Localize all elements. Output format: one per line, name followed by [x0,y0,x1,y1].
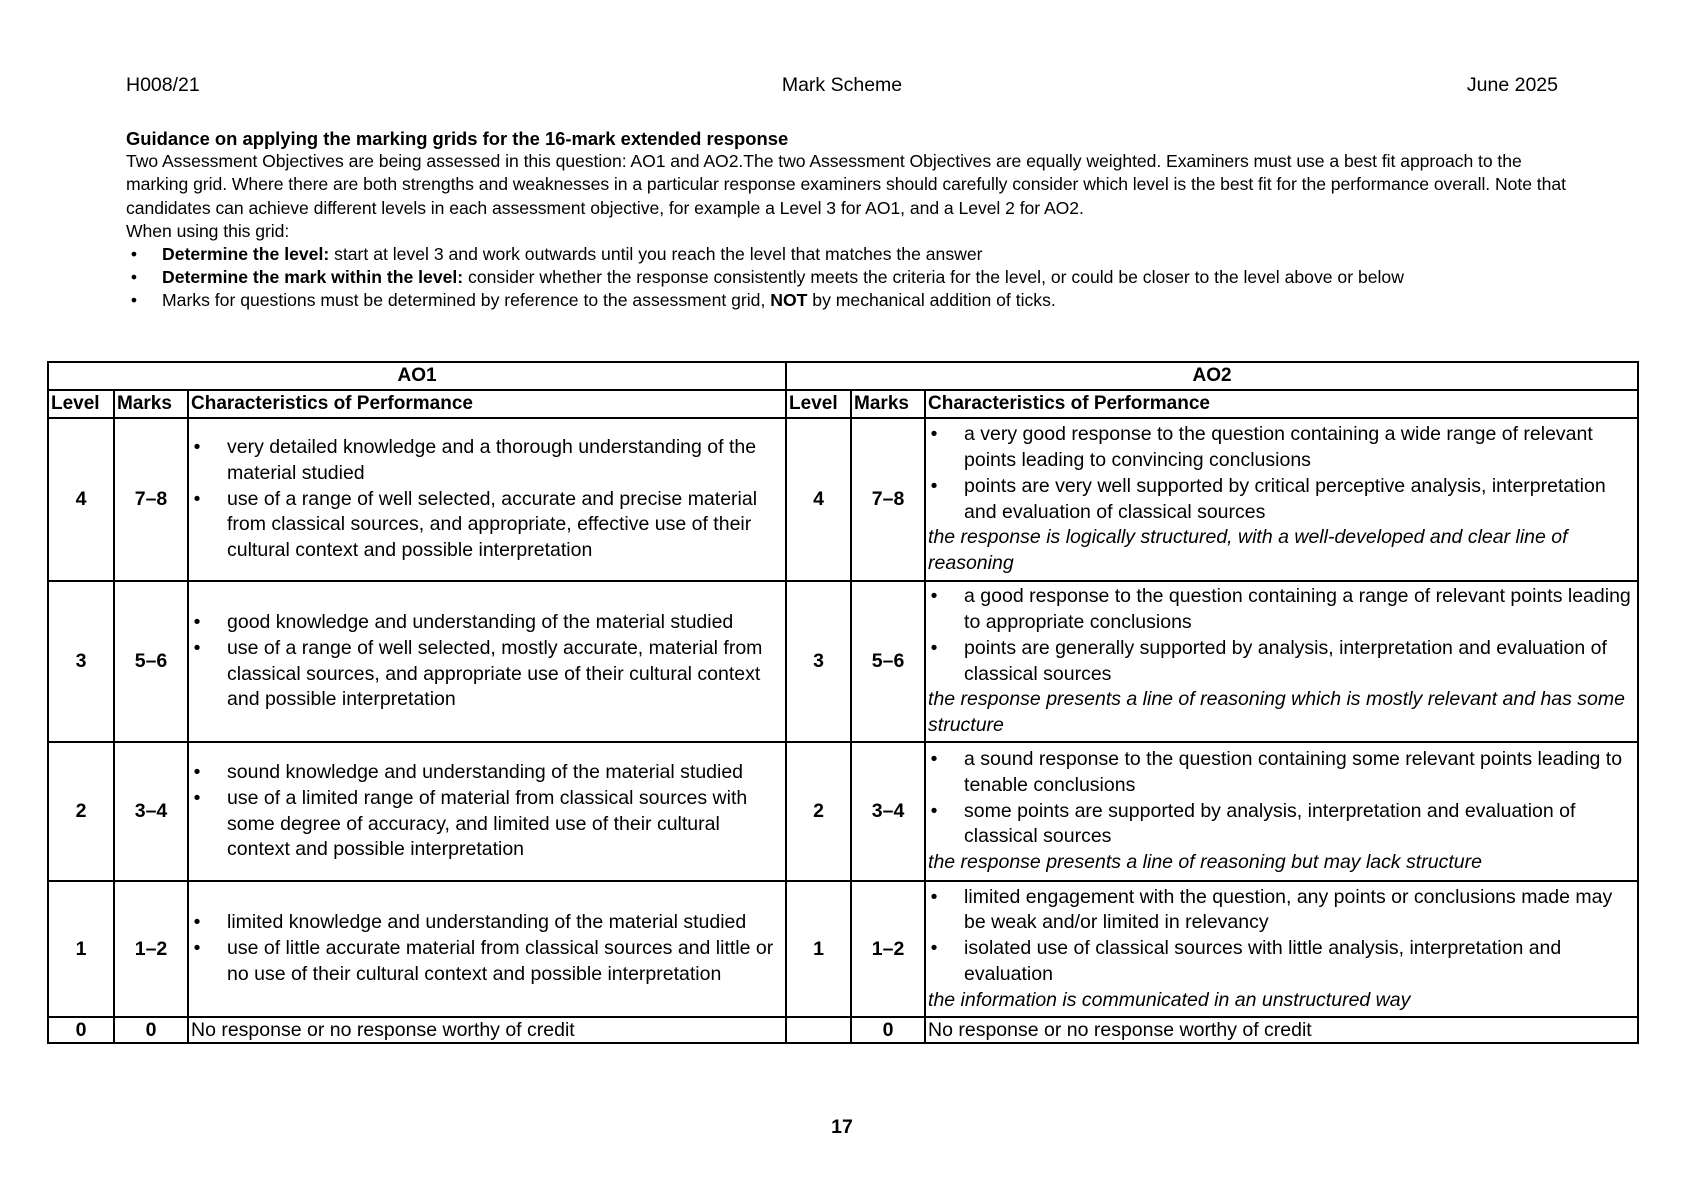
criteria-item [928,936,1635,987]
criteria-text: limited knowledge and understanding of the material studied [227,911,747,934]
criteria-text: a good response to the question containing a range of relevant points leading to appropriate conclusions [964,585,1631,634]
criteria-text: a very good response to the question containing a wide range of relevant points leading to convincing conclusions [964,423,1593,472]
ao2-zero-text: No response or no response worthy of credit [925,1017,1638,1043]
criteria-item [191,435,783,486]
ao1-characteristics-cell [188,742,786,881]
bullet-icon: • [130,290,138,311]
criteria-item [928,584,1635,635]
bullet-icon: • [930,799,938,822]
ao1-marks-cell: 5–6 [114,581,188,742]
bullet-bold-label: Determine the level: [162,244,330,265]
criteria-text: good knowledge and understanding of the material studied [227,611,734,634]
ao1-criteria-list [191,910,783,987]
grid-body [48,418,1638,1043]
ao1-level-cell: 1 [48,881,114,1017]
ao1-marks-cell: 7–8 [114,418,188,581]
criteria-text: use of a range of well selected, mostly accurate, material from classical sources, and appropriate use of their cultural context and possible interpretation [227,636,763,711]
criteria-text: points are very well supported by critical perceptive analysis, interpretation and evaluation of classical sources [964,474,1606,523]
bullet-icon: • [193,761,201,784]
column-header-row [48,390,1638,418]
ao1-level-header: Level [48,390,114,418]
ao2-level-cell [786,1017,851,1043]
criteria-item [928,799,1635,850]
bullet-text-tail: by mechanical addition of ticks. [807,290,1056,311]
page-number: 17 [831,1116,853,1138]
ao2-reasoning-note: the response is logically structured, with a well-developed and clear line of reasoning [928,526,1568,574]
criteria-item [191,487,783,564]
criteria-item [191,636,783,713]
ao2-criteria-list [928,422,1635,525]
ao2-characteristics-cell [925,881,1638,1017]
bullet-icon: • [130,267,138,288]
level-row [48,418,1638,581]
criteria-item [191,760,783,786]
bullet-icon: • [193,436,201,459]
ao2-reasoning-note: the information is communicated in an unstructured way [928,988,1411,1011]
ao2-characteristics-header: Characteristics of Performance [925,390,1638,418]
ao2-characteristics-cell [925,742,1638,881]
ao1-criteria-list [191,435,783,564]
ao1-header: AO1 [48,362,786,390]
bullet-icon: • [930,748,938,771]
ao1-marks-cell: 3–4 [114,742,188,881]
guidance-section [126,127,1566,313]
ao2-level-cell: 4 [786,418,851,581]
ao2-characteristics-cell [925,418,1638,581]
ao1-characteristics-header: Characteristics of Performance [188,390,786,418]
guidance-intro: When using this grid: [126,220,290,241]
bullet-icon: • [193,487,201,510]
ao1-criteria-list [191,760,783,863]
criteria-text: very detailed knowledge and a thorough understanding of the material studied [227,436,757,484]
ao1-level-cell: 3 [48,581,114,742]
bullet-emphasis: NOT [770,290,808,311]
guidance-bullet [126,243,1566,266]
ao2-marks-cell: 7–8 [851,418,925,581]
ao2-criteria-list [928,885,1635,988]
ao2-criteria-list [928,584,1635,687]
bullet-icon: • [193,911,201,934]
header-title: Mark Scheme [781,74,903,96]
ao-header-row [48,362,1638,390]
ao1-level-cell: 4 [48,418,114,581]
criteria-text: use of little accurate material from classical sources and little or no use of their cultural context and possible interpretation [227,937,774,985]
bullet-icon: • [930,423,938,446]
criteria-item [928,636,1635,687]
ao1-criteria-list [191,610,783,713]
ao2-header: AO2 [786,362,1638,390]
bullet-icon: • [193,611,201,634]
bullet-icon: • [130,244,138,265]
criteria-text: use of a range of well selected, accurate and precise material from classical sources, and appropriate, effective use of their cultural context and possible interpretation [227,487,758,562]
criteria-text: use of a limited range of material from classical sources with some degree of accuracy, and limited use of their cultural context and possible interpretation [227,786,748,861]
ao1-zero-text: No response or no response worthy of credit [188,1017,786,1043]
criteria-text: points are generally supported by analysis, interpretation and evaluation of classical sources [964,636,1607,685]
criteria-item [191,936,783,987]
criteria-text: a sound response to the question containing some relevant points leading to tenable conclusions [964,748,1623,796]
bullet-bold-label: Determine the mark within the level: [162,267,464,288]
guidance-paragraph: Two Assessment Objectives are being assessed in this question: AO1 and AO2.The two Assessment Objectives are equally weighted. Examiners must use a best fit approach to the marking grid. Where there are both strengths and weaknesses in a particular response examiners should carefully consider which level is the best fit for the performance overall. Note that candidates can achieve different levels in each assessment objective, for example a Level 3 for AO1, and a Level 2 for AO2. [126,151,1566,218]
ao2-level-header: Level [786,390,851,418]
bullet-text: consider whether the response consistently meets the criteria for the level, or could be closer to the level above or below [463,267,1404,288]
criteria-item [191,786,783,863]
ao2-marks-cell: 0 [851,1017,925,1043]
header-date: June 2025 [1466,74,1558,96]
bullet-icon: • [930,937,938,960]
bullet-icon: • [193,937,201,960]
ao2-level-cell: 2 [786,742,851,881]
ao2-reasoning-note: the response presents a line of reasoning which is mostly relevant and has some structure [928,688,1625,736]
ao1-marks-cell: 0 [114,1017,188,1043]
zero-level-row [48,1017,1638,1043]
bullet-icon: • [930,585,938,608]
ao2-criteria-list [928,747,1635,850]
criteria-item [928,747,1635,798]
bullet-text: Marks for questions must be determined by reference to the assessment grid, [162,290,771,311]
ao2-characteristics-cell [925,581,1638,742]
ao2-marks-header: Marks [851,390,925,418]
bullet-text: start at level 3 and work outwards until you reach the level that matches the answer [329,244,983,265]
criteria-item [928,422,1635,473]
criteria-item [191,610,783,636]
guidance-bullet-list [126,243,1566,313]
guidance-bullet [126,289,1566,312]
ao2-reasoning-note: the response presents a line of reasoning but may lack structure [928,851,1482,874]
criteria-item [928,885,1635,936]
criteria-item [191,910,783,936]
bullet-icon: • [193,786,201,809]
ao1-characteristics-cell [188,418,786,581]
ao1-level-cell: 2 [48,742,114,881]
level-row [48,581,1638,742]
criteria-item [928,474,1635,525]
ao1-characteristics-cell [188,881,786,1017]
marking-grid-table [47,361,1639,1044]
bullet-icon: • [930,885,938,908]
ao1-level-cell: 0 [48,1017,114,1043]
ao2-marks-cell: 5–6 [851,581,925,742]
criteria-text: some points are supported by analysis, interpretation and evaluation of classical sources [964,799,1576,848]
ao2-marks-cell: 1–2 [851,881,925,1017]
bullet-icon: • [193,636,201,659]
bullet-icon: • [930,636,938,659]
header-code: H008/21 [126,74,200,96]
criteria-text: sound knowledge and understanding of the material studied [227,761,744,784]
criteria-text: isolated use of classical sources with little analysis, interpretation and evaluation [964,937,1562,985]
criteria-text: limited engagement with the question, any points or conclusions made may be weak and/or limited in relevancy [964,885,1613,934]
level-row [48,742,1638,881]
ao2-level-cell: 1 [786,881,851,1017]
level-row [48,881,1638,1017]
ao2-level-cell: 3 [786,581,851,742]
ao1-marks-header: Marks [114,390,188,418]
guidance-bullet [126,266,1566,289]
ao2-marks-cell: 3–4 [851,742,925,881]
ao1-marks-cell: 1–2 [114,881,188,1017]
bullet-icon: • [930,474,938,497]
ao1-characteristics-cell [188,581,786,742]
guidance-heading: Guidance on applying the marking grids for the 16-mark extended response [126,128,789,149]
